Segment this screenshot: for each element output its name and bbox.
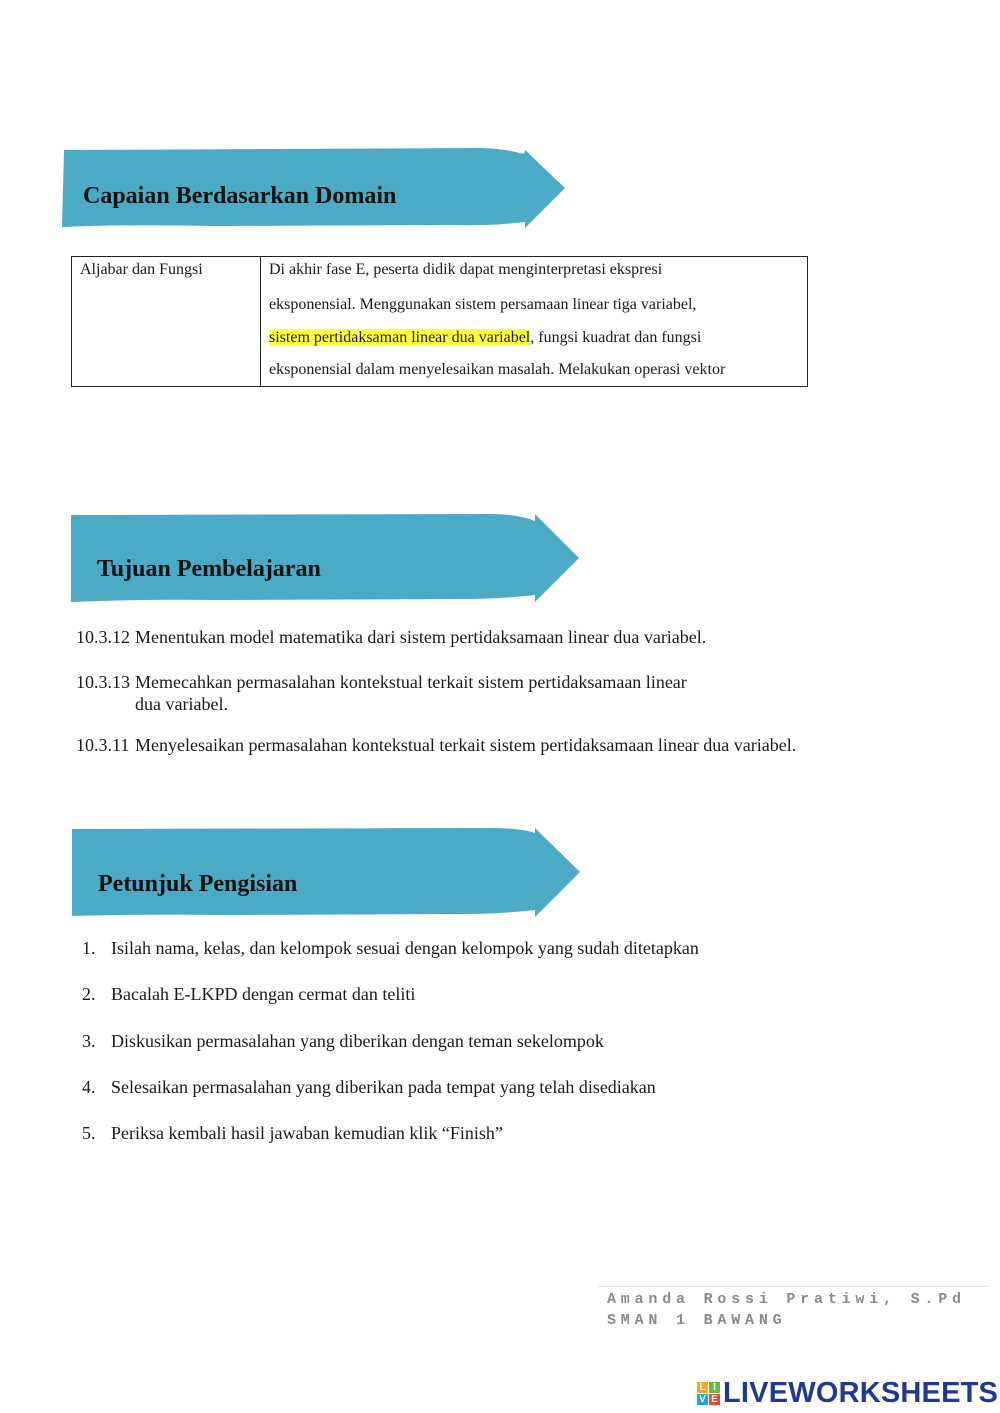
section-banner-tujuan [69,513,581,605]
description-text: , fungsi kuadrat dan fungsi [530,328,702,346]
learning-objective-item [76,734,796,756]
objective-number: 10.3.12 [76,627,130,647]
instruction-number: 3. [82,1031,96,1051]
logo-letter-v: V [697,1394,708,1405]
instruction-text: Selesaikan permasalahan yang diberikan pada tempat yang telah disediakan [111,1077,656,1097]
section-title-capaian: Capaian Berdasarkan Domain [83,183,397,209]
description-line: eksponensial. Menggunakan sistem persamaan linear tiga variabel, [269,296,697,313]
description-line: eksponensial dalam menyelesaikan masalah. Melakukan operasi vektor [269,361,726,378]
liveworksheets-logo[interactable] [697,1376,998,1410]
objective-text: Menyelesaikan permasalahan kontekstual terkait sistem pertidaksamaan linear dua variabel. [135,735,797,755]
logo-letter-i: I [709,1382,720,1393]
liveworksheets-logo-icon [697,1382,720,1405]
instruction-number: 5. [82,1123,96,1143]
learning-objective-item [76,626,706,648]
instruction-number: 2. [82,984,96,1004]
objective-text: Memecahkan permasalahan kontekstual terkait sistem pertidaksamaan linear [135,672,687,692]
logo-letter-l: L [697,1382,708,1393]
instruction-number: 1. [82,938,96,958]
footer-school: SMAN 1 BAWANG [607,1312,787,1329]
highlighted-text: sistem pertidaksaman linear dua variabel [269,328,531,346]
instruction-text: Periksa kembali hasil jawaban kemudian klik “Finish” [111,1123,503,1143]
objective-text: Menentukan model matematika dari sistem pertidaksamaan linear dua variabel. [135,627,707,647]
section-banner-capaian [62,148,567,230]
section-banner-petunjuk [70,827,582,919]
description-line: Di akhir fase E, peserta didik dapat menginterpretasi ekspresi [269,261,663,278]
instruction-text: Isilah nama, kelas, dan kelompok sesuai dengan kelompok yang sudah ditetapkan [111,938,699,958]
objective-text-continued: dua variabel. [135,694,228,714]
logo-letter-e: E [709,1394,720,1405]
footer-divider [598,1286,988,1287]
instruction-text: Bacalah E-LKPD dengan cermat dan teliti [111,984,416,1004]
instruction-item [82,1031,604,1052]
footer-author: Amanda Rossi Pratiwi, S.Pd [607,1291,966,1308]
instruction-text: Diskusikan permasalahan yang diberikan dengan teman sekelompok [111,1031,604,1051]
section-title-tujuan: Tujuan Pembelajaran [97,556,321,582]
liveworksheets-logo-text: LIVEWORKSHEETS [723,1376,999,1409]
instruction-item [82,1077,656,1098]
objective-number: 10.3.13 [76,672,130,692]
instruction-item [82,1123,503,1144]
section-title-petunjuk: Petunjuk Pengisian [98,871,298,897]
instruction-item [82,938,699,959]
instruction-item [82,984,415,1005]
table-cell-description [261,257,807,386]
learning-objective-item [76,671,687,715]
description-line [269,322,799,355]
instruction-number: 4. [82,1077,96,1097]
table-cell-domain: Aljabar dan Fungsi [72,257,261,386]
objective-number: 10.3.11 [76,735,130,755]
capaian-table [71,256,808,387]
